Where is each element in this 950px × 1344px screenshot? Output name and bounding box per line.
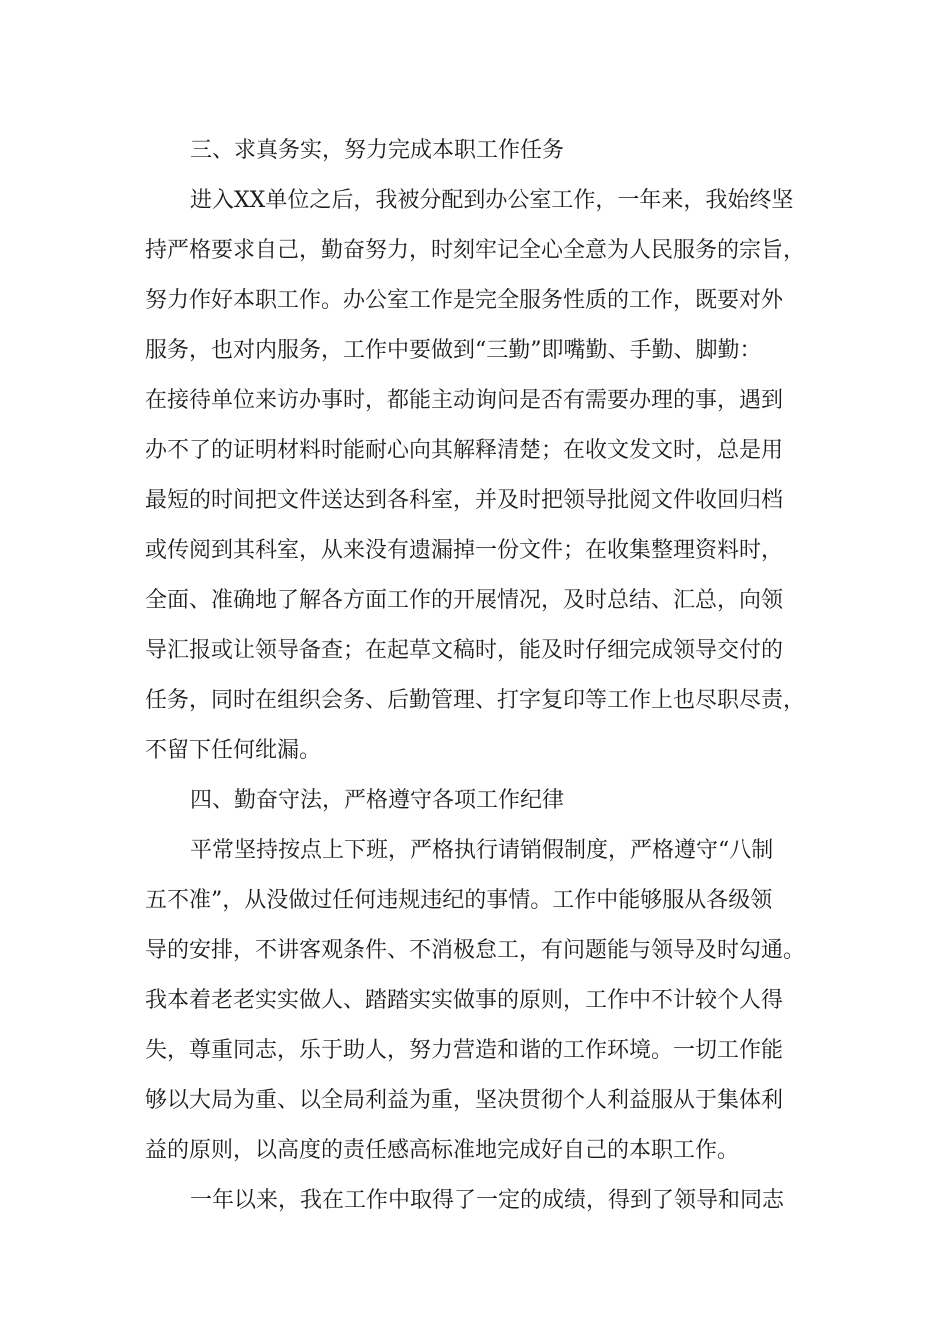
paragraph-line: 不留下任何纰漏。 xyxy=(145,738,322,763)
paragraph-line: 导汇报或让领导备查；在起草文稿时，能及时仔细完成领导交付的 xyxy=(145,638,784,663)
paragraph-line: 在接待单位来访办事时，都能主动询问是否有需要办理的事，遇到 xyxy=(145,388,784,413)
paragraph-line: 努力作好本职工作。办公室工作是完全服务性质的工作，既要对外 xyxy=(145,288,784,313)
paragraph-line: 最短的时间把文件送达到各科室，并及时把领导批阅文件收回归档 xyxy=(145,488,784,513)
section-heading: 三、求真务实，努力完成本职工作任务 xyxy=(190,138,565,163)
paragraph-line: 够以大局为重、以全局利益为重，坚决贯彻个人利益服从于集体利 xyxy=(145,1088,784,1113)
paragraph-line: 持严格要求自己，勤奋努力，时刻牢记全心全意为人民服务的宗旨， xyxy=(145,238,806,263)
paragraph-line: 失，尊重同志，乐于助人，努力营造和谐的工作环境。一切工作能 xyxy=(145,1038,784,1063)
paragraph-line: 任务，同时在组织会务、后勤管理、打字复印等工作上也尽职尽责， xyxy=(145,688,806,713)
paragraph-line: 平常坚持按点上下班，严格执行请销假制度，严格遵守“八制 xyxy=(190,838,774,863)
paragraph-line: 进入XX单位之后，我被分配到办公室工作，一年来，我始终坚 xyxy=(190,188,794,213)
paragraph-line: 一年以来，我在工作中取得了一定的成绩，得到了领导和同志 xyxy=(190,1188,785,1213)
paragraph-line: 我本着老老实实做人、踏踏实实做事的原则，工作中不计较个人得 xyxy=(145,988,784,1013)
paragraph-line: 办不了的证明材料时能耐心向其解释清楚；在收文发文时，总是用 xyxy=(145,438,784,463)
paragraph-line: 五不准”，从没做过任何违规违纪的事情。工作中能够服从各级领 xyxy=(145,888,773,913)
section-heading: 四、勤奋守法，严格遵守各项工作纪律 xyxy=(190,788,565,813)
paragraph-line: 益的原则，以高度的责任感高标准地完成好自己的本职工作。 xyxy=(145,1138,740,1163)
paragraph-line: 服务，也对内服务，工作中要做到“三勤”即嘴勤、手勤、脚勤： xyxy=(145,338,762,363)
paragraph-line: 或传阅到其科室，从来没有遗漏掉一份文件；在收集整理资料时， xyxy=(145,538,784,563)
paragraph-line: 导的安排，不讲客观条件、不消极怠工，有问题能与领导及时勾通。 xyxy=(145,938,806,963)
paragraph-line: 全面、准确地了解各方面工作的开展情况，及时总结、汇总，向领 xyxy=(145,588,784,613)
